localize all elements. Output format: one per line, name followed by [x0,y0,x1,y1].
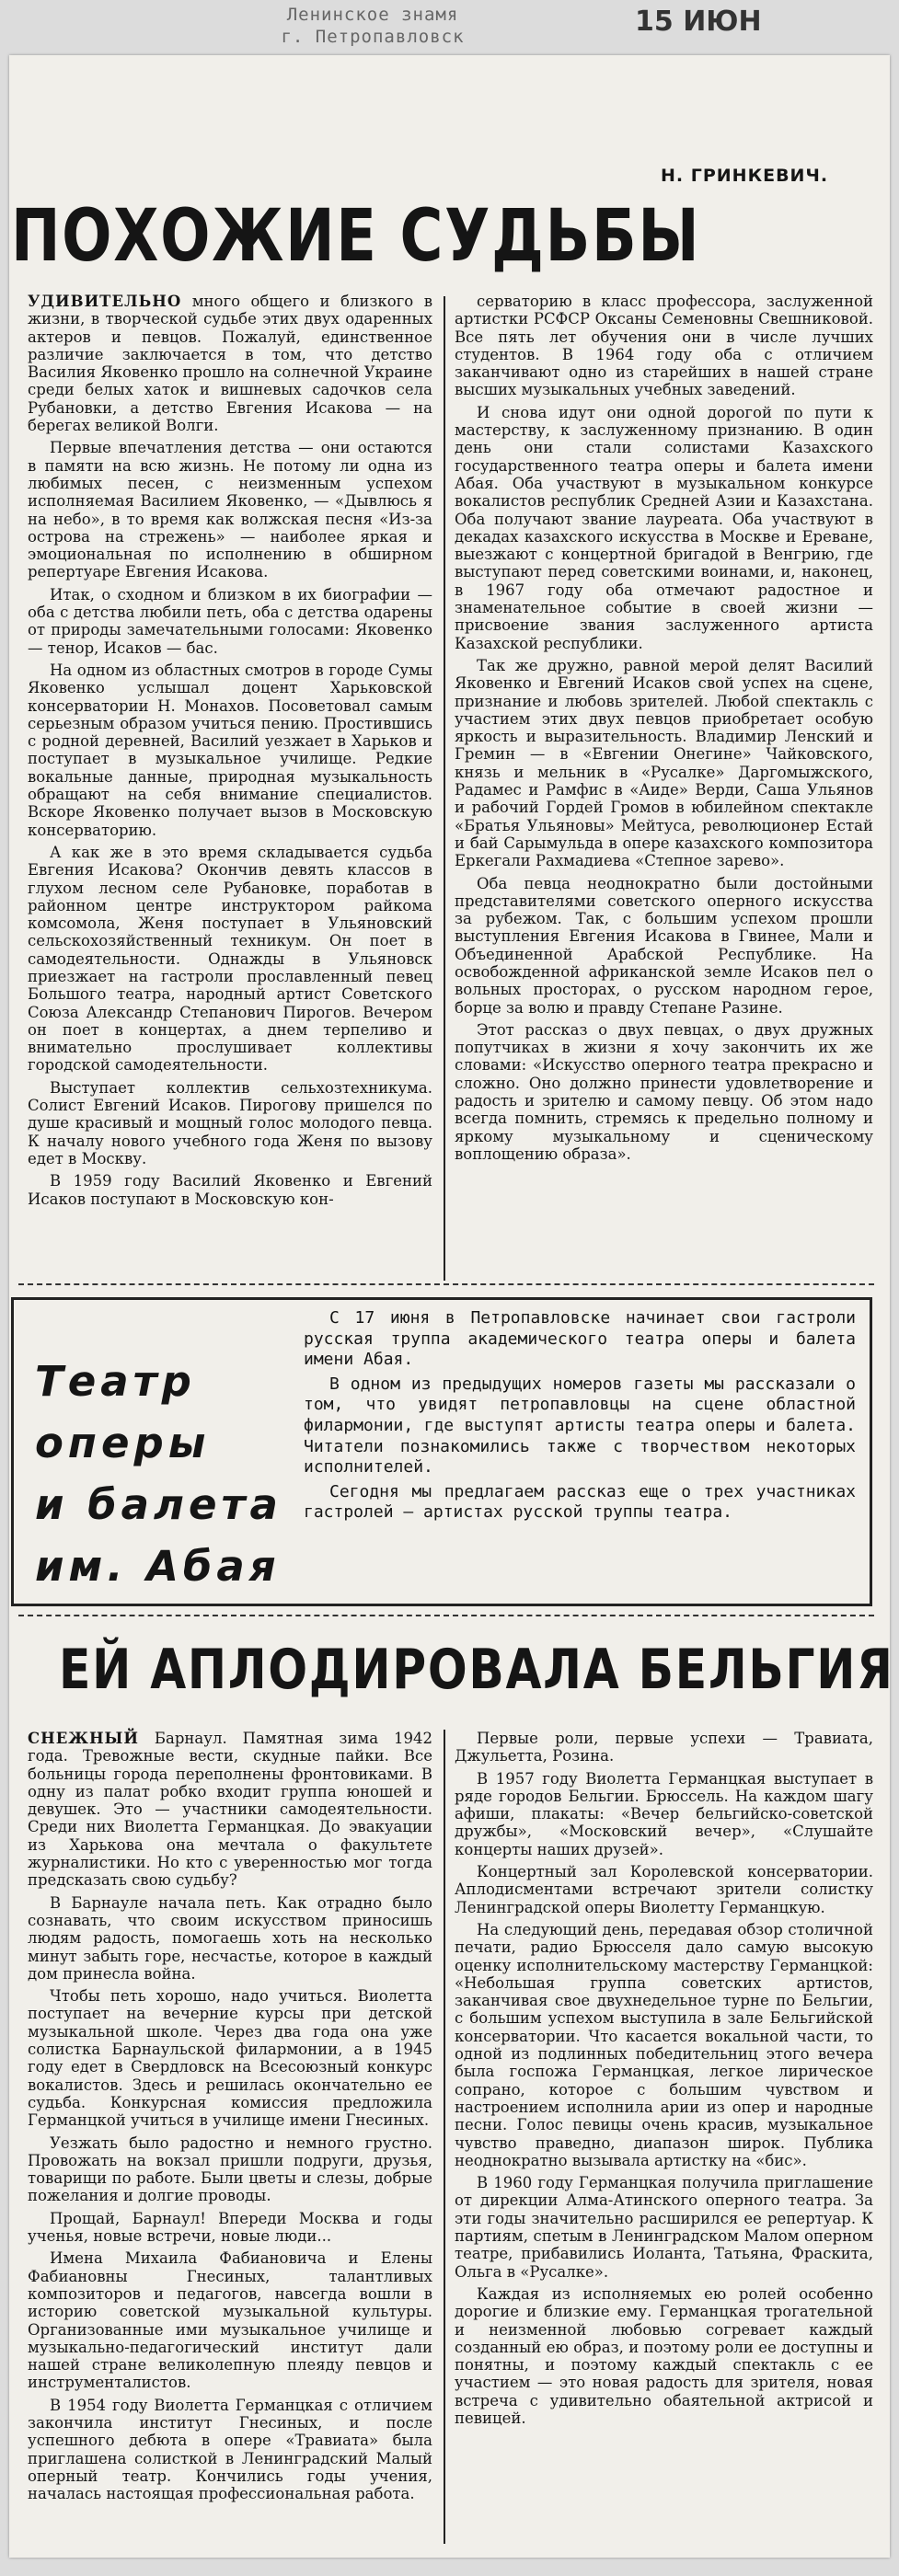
paragraph: Первые роли, первые успехи — Травиата, Джульетта, Розина. [455,1730,873,1765]
announcement-text [304,1308,856,1527]
announcement-title [35,1351,282,1597]
paragraph: Оба певца неоднократно были достойными представителями советского оперного искусства за рубежом. Так, с большим успехом прошли выступления Евгения Исакова в Гвинее, Мали и Объединенной Арабской Республике. На освобожденной африканской земле Исаков пел о вольных просторах, о русском народном герое, борце за волю и правду Степане Разине. [455,874,873,1017]
paragraph: В Барнауле начала петь. Как отрадно было сознавать, что своим искусством приносишь людям радость, помогаешь хоть на несколько минут забыть горе, несчастье, которое в каждый дом принесла война. [28,1893,432,1983]
paragraph: Первые впечатления детства — они остаются в памяти на всю жизнь. Не потому ли одна из любимых песен, с неизменным успехом исполняемая Василием Яковенко, — «Дывлюсь я на небо», в то время как волжская песня «Из-за острова на стрежень» — наиболее яркая и эмоциональная по исполнению в обширном репертуаре Евгения Исакова. [28,439,432,581]
article1-left-column [28,293,432,1213]
announcement-title-line: оперы [35,1419,211,1467]
paragraph: серваторию в класс профессора, заслуженной артистки РСФСР Оксаны Семеновны Свешниковой. Все пять лет обучения они в числе лучших студентов. В 1964 году оба с отличием заканчивают одно из старейших в нашей стране высших музыкальных учебных заведений. [455,293,873,399]
paragraph: В 1957 году Виолетта Германцкая выступает в ряде городов Бельгии. Брюссель. На каждом шагу афиши, плакаты: «Вечер бельгийско-советской дружбы», «Московский вечер», «Слушайте концерты наших друзей». [455,1769,873,1858]
article2-right-column [455,1730,873,2432]
paragraph: Выступает коллектив сельхозтехникума. Солист Евгений Исаков. Пирогову пришелся по душе красивый и мощный голос молодого певца. К началу нового учебного года Женя по вызову едет в Москву. [28,1078,432,1167]
paragraph: Концертный зал Королевской консерватории. Аплодисментами встречают зрители солистку Ленинградской оперы Виолетту Германцкую. [455,1863,873,1916]
stamp-city: г. Петропавловск [281,27,465,47]
column-divider [444,1730,445,2544]
paragraph: Чтобы петь хорошо, надо учиться. Виолетта поступает на вечерние курсы при детской музыкальной школе. Через два года она уже солистка Барнаульской филармонии, а в 1945 году едет в Свердловск на Всесоюзный конкурс вокалистов. Здесь и решилась окончательно ее судьба. Конкурсная комиссия предложила Германцкой учиться в училище имени Гнесиных. [28,1987,432,2130]
paragraph: Так же дружно, равной мерой делят Василий Яковенко и Евгений Исаков свой успех на сцене, признание и любовь зрителей. Любой спектакль с участием этих двух певцов приобретает особую яркость и выразительность. Владимир Ленский и Гремин — в «Евгении Онегине» Чайковского, князь и мельник в «Русалке» Даргомыжского, Радамес и Рамфис в «Аиде» Верди, Саша Ульянов и рабочий Гордей Громов в юбилейном спектакле «Братья Ульяновы» Мейтуса, революционер Естай и бай Сарымульда в опере казахского композитора Еркегали Рахмадиева «Степное зарево». [455,656,873,870]
paragraph: УДИВИТЕЛЬНО много общего и близкого в жизни, в творческой судьбе этих двух одаренных актеров и певцов. Пожалуй, единственное различие заключается в том, что детство Василия Яковенко прошло на солнечной Украине среди белых хаток и вишневых садочков села Рубановки, а детство Евгения Исакова — на берегах великой Волги. [28,293,432,435]
announcement-paragraph: С 17 июня в Петропавловске начинает свои гастроли русская труппа академического театра оперы и балета имени Абая. [304,1308,856,1370]
cut-line-bottom [18,1615,874,1616]
paragraph: И снова идут они одной дорогой по пути к мастерству, к заслуженному признанию. В один день они стали солистами Казахского государственного театра оперы и балета имени Абая. Оба участвуют в музыкальном конкурсе вокалистов республик Средней Азии и Казахстана. Оба получают звание лауреата. Оба участвуют в декадах казахского искусства в Москве и Ереване, выезжают с концертной бригадой в Венгрию, где выступают перед советскими воинами, и, наконец, в 1967 году оба отмечают радостное и знаменательное событие в своей жизни — присвоение звания заслуженного артиста Казахской республики. [455,403,873,652]
article1-right-column [455,293,873,1167]
paragraph: Итак, о сходном и близком в их биографии — оба с детства любили петь, оба с детства одарены от природы замечательными голосами: Яковенко — тенор, Исаков — бас. [28,585,432,657]
paragraph: В 1959 году Василий Яковенко и Евгений Исаков поступают в Московскую кон- [28,1172,432,1208]
paragraph: Этот рассказ о двух певцах, о двух дружных попутчиках в жизни я хочу закончить их же словами: «Искусство оперного театра прекрасно и сложно. Оно должно принести удовлетворение и радость и зрителю и самому певцу. Об этом надо всегда помнить, стремясь к предельно полному и яркому музыкальному и сценическому воплощению образа». [455,1020,873,1163]
article2-title: ЕЙ АПЛОДИРОВАЛА БЕЛЬГИЯ [59,1638,894,1702]
announcement-paragraph: Сегодня мы предлагаем рассказ еще о трех участниках гастролей — артистах русской труппы театра. [304,1481,856,1523]
announcement-title-line: и балета [35,1480,282,1529]
paragraph: Прощай, Барнаул! Впереди Москва и годы ученья, новые встречи, новые люди... [28,2209,432,2246]
paragraph: СНЕЖНЫЙ Барнаул. Памятная зима 1942 года. Тревожные вести, скудные пайки. Все больницы города переполнены фронтовиками. В одну из палат робко входит группа юношей и девушек. Это — участники самодеятельности. Среди них Виолетта Германцкая. До эвакуации из Харькова она мечтала о факультете журналистики. Но кто с уверенностью мог тогда предсказать свою судьбу? [28,1730,432,1890]
handwritten-date: 15 ИЮН [635,6,762,38]
article2-left-column [28,1730,432,2507]
announcement-title-line: им. Абая [35,1542,281,1591]
cut-line-top [18,1283,874,1285]
paragraph: А как же в это время складывается судьба Евгения Исакова? Окончив девять классов в глухом лесном селе Рубановке, поработав в районном центре инструктором райкома комсомола, Женя поступает в Ульяновский сельскохозяйственный техникум. Он поет в самодеятельности. Однажды в Ульяновск приезжает на гастроли прославленный певец Большого театра, народный артист Советского Союза Александр Степанович Пирогов. Вечером он поет в концертах, а днем терпеливо и внимательно прослушивает коллективы городской самодеятельности. [28,843,432,1075]
announcement-paragraph: В одном из предыдущих номеров газеты мы рассказали о том, что увидят петропавловцы на сцене областной филармонии, где выступят артисты театра оперы и балета. Читатели познакомились также с творчеством некоторых исполнителей. [304,1374,856,1478]
paragraph: Каждая из исполняемых ею ролей особенно дорогие и близкие ему. Германцкая трогательной и неизменной любовью согревает каждый созданный ею образ, и поэтому роли ее доступны и понятны, и поэтому каждый спектакль с ее участием — это новая радость для зрителя, новая встреча с удивительно обаятельной актрисой и певицей. [455,2284,873,2427]
paragraph: В 1960 году Германцкая получила приглашение от дирекции Алма-Атинского оперного театра. За эти годы значительно расширился ее репертуар. К партиям, спетым в Ленинградском Малом оперном театре, прибавились Иоланта, Татьяна, Фраскита, Ольга в «Русалке». [455,2174,873,2281]
library-stamp [248,4,497,48]
column-divider [444,296,445,1281]
stamp-newspaper: Ленинское знамя [286,5,459,25]
announcement-title-line: Театр [35,1357,196,1406]
paragraph: На следующий день, передавая обзор столичной печати, радио Брюсселя дало самую высокую оценку исполнительскому мастерству Германцкой: «Небольшая группа советских артистов, заканчивая свое двухнедельное турне по Бельгии, с большим успехом выступила в зале Бельгийской консерватории. Что касается вокальной части, то одной из подлинных победительниц этого вечера была госпожа Германцкая, легкое лирическое сопрано, которое с большим чувством и настроением исполнила арии из опер и народные песни. Голос певицы очень красив, музыкальное чувство праведно, диапазон широк. Публика неоднократно вызывала артистку на «бис». [455,1920,873,2169]
paragraph: На одном из областных смотров в городе Сумы Яковенко услышал доцент Харьковской консерватории Н. Монахов. Посоветовал самым серьезным образом учиться пению. Простившись с родной деревней, Василий уезжает в Харьков и поступает в музыкальное училище. Редкие вокальные данные, природная музыкальность обращают на себя внимание специалистов. Вскоре Яковенко получает вызов в Московскую консерваторию. [28,661,432,839]
paragraph: В 1954 году Виолетта Германцкая с отличием закончила институт Гнесиных, и после успешного дебюта в опере «Травиата» была приглашена солисткой в Ленинградский Малый оперный театр. Кончились годы учения, началась настоящая профессиональная работа. [28,2396,432,2503]
paragraph: Уезжать было радостно и немного грустно. Провожать на вокзал пришли подруги, друзья, товарищи по работе. Были цветы и слезы, добрые пожелания и долгие проводы. [28,2133,432,2205]
paragraph: Имена Михаила Фабиановича и Елены Фабиановны Гнесиных, талантливых композиторов и педагогов, навсегда вошли в историю советской музыкальной культуры. Организованные ими музыкальное училище и музыкально-педагогический институт дали нашей стране великолепную плеяду певцов и инструменталистов. [28,2249,432,2392]
article1-title: ПОХОЖИЕ СУДЬБЫ [11,195,701,278]
article1-byline: Н. ГРИНКЕВИЧ. [661,166,829,186]
